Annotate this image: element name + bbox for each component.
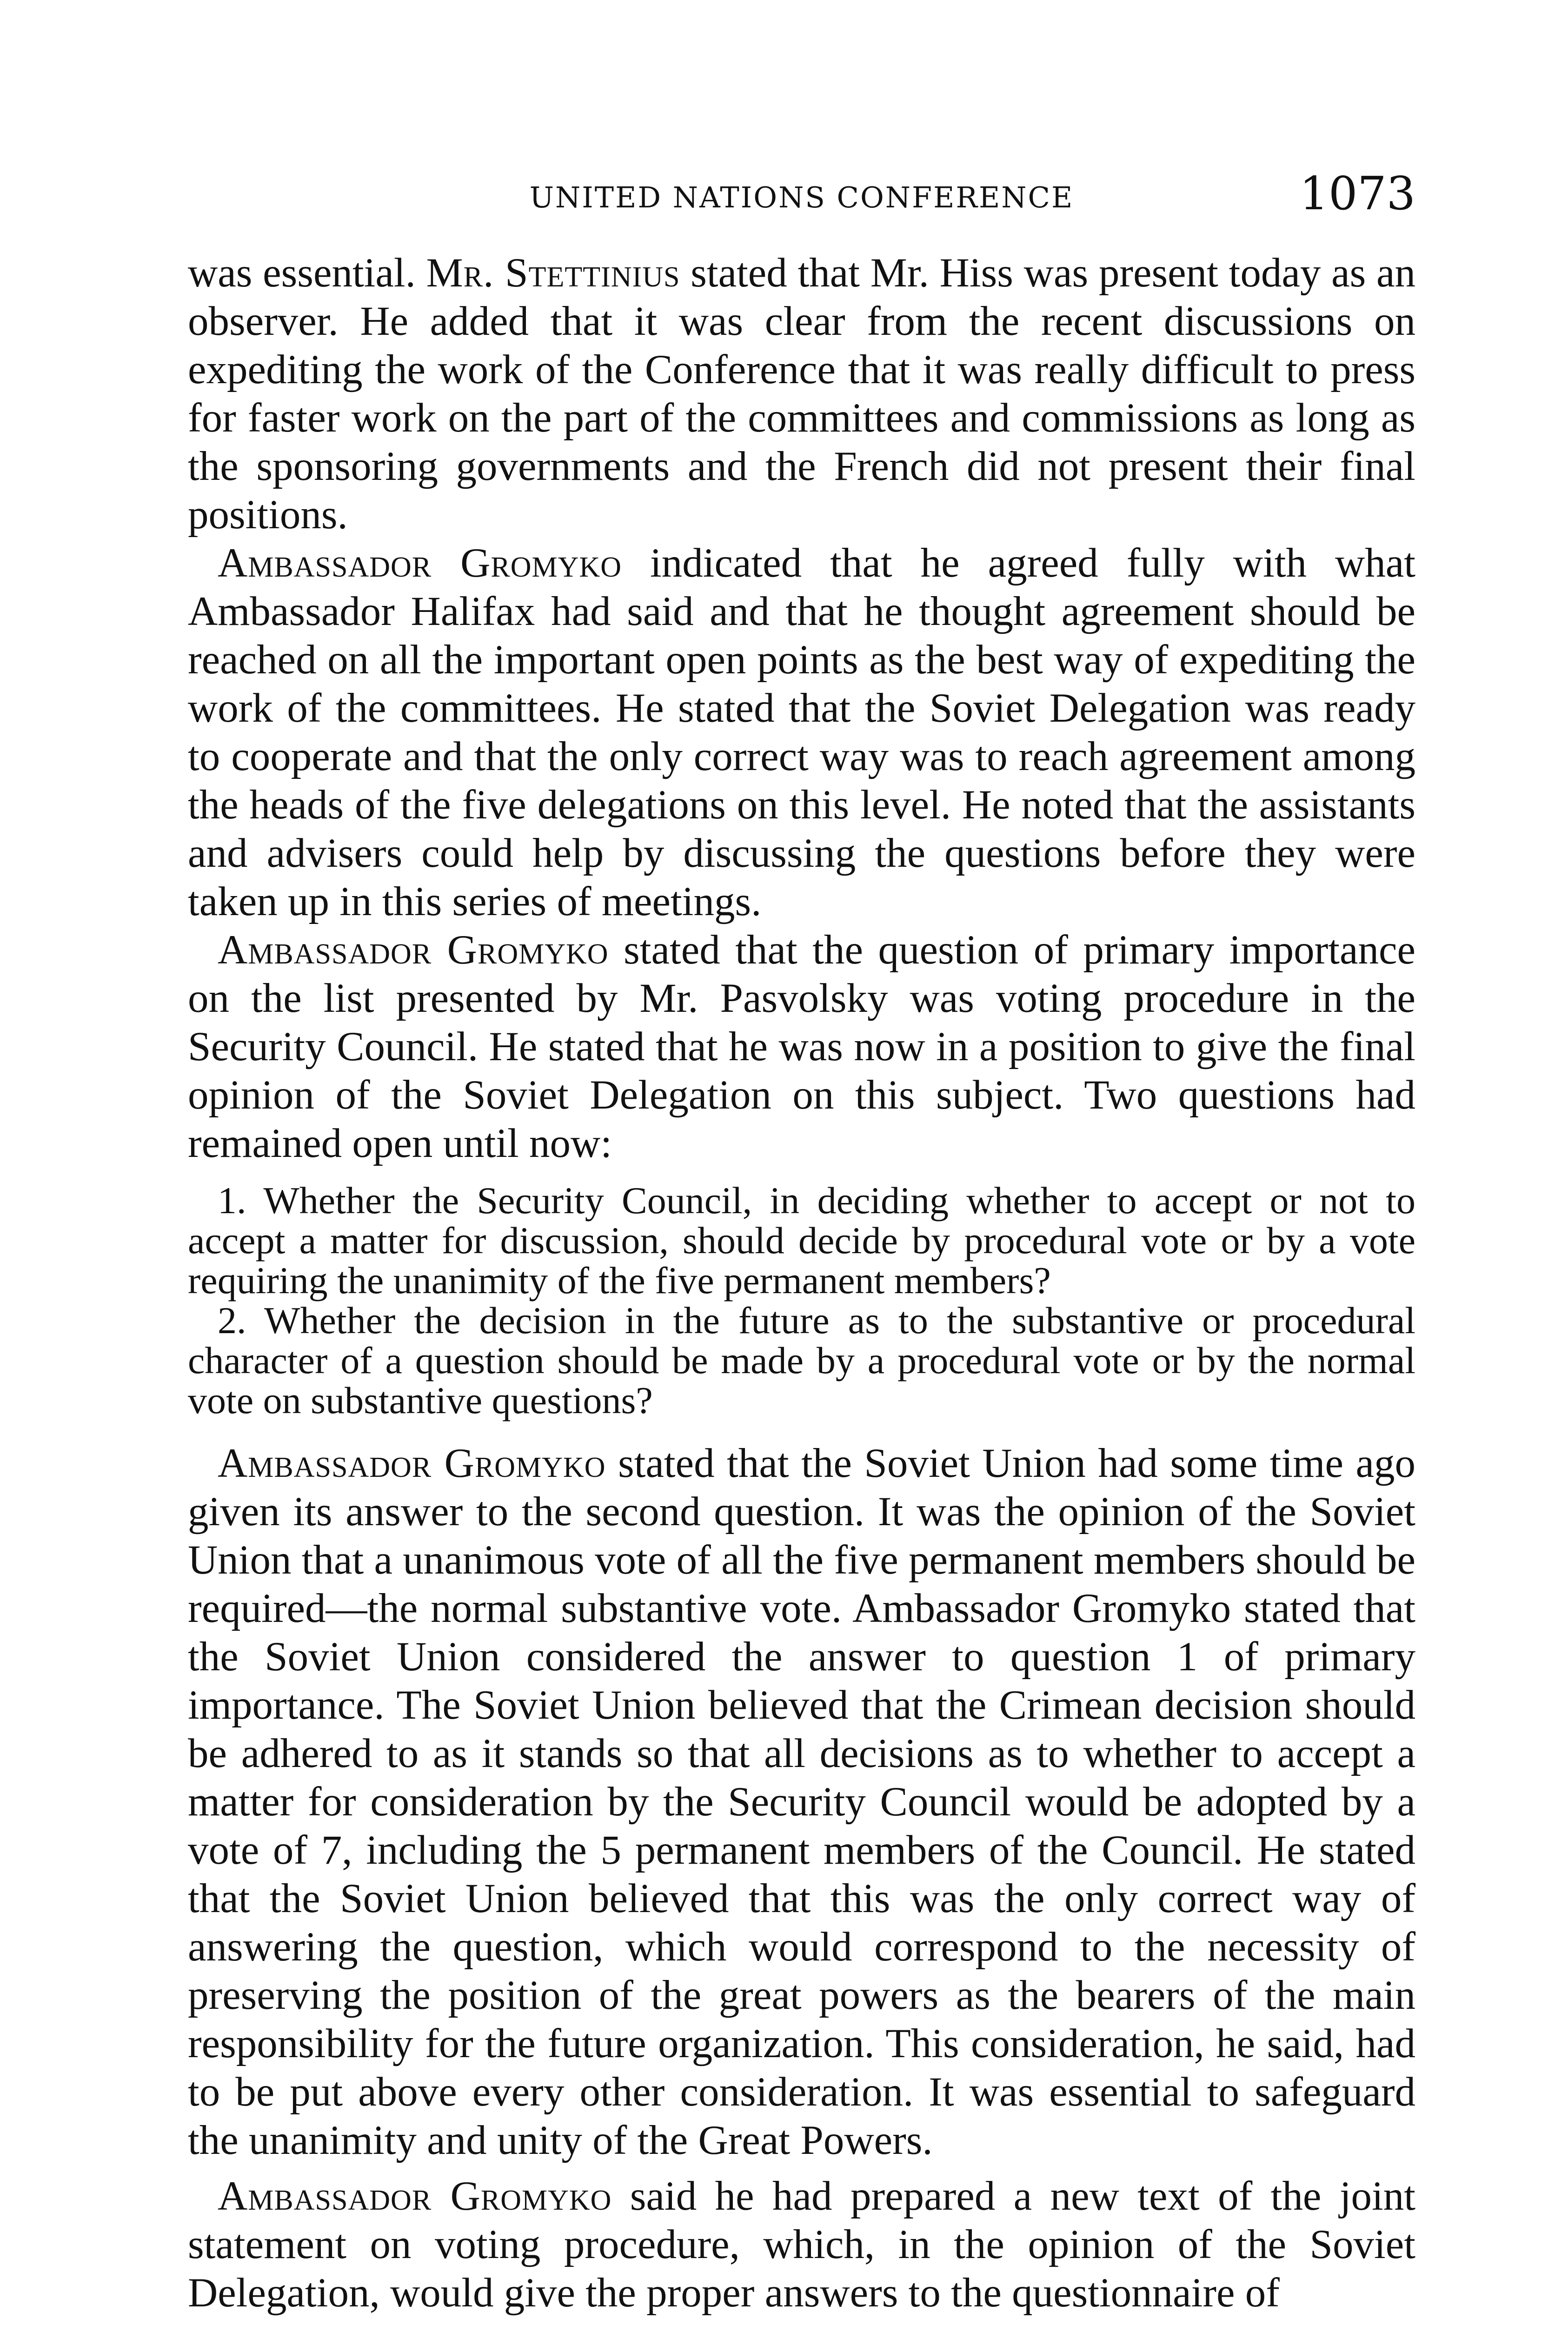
paragraph-1 <box>188 249 1415 539</box>
page-number: 1073 <box>1299 167 1415 220</box>
question-list <box>188 1181 1415 1421</box>
paragraph-1-text: stated that Mr. Hiss was present today as an observer. He added that it was clear from the recent discussions on expediting the work of the Conference that it was really difficult to press for faster work on the part of the committees and commissions as long as the sponsoring governments and the French did not present their final positions. <box>188 250 1415 538</box>
speaker-name: Ambassador Gromyko <box>218 2173 612 2219</box>
paragraph-2 <box>188 539 1415 926</box>
speaker-name: Mr. Stettinius <box>426 250 680 296</box>
paragraph-3-text: stated that the question of primary importance on the list presented by Mr. Pasvolsky was voting procedure in the Security Council. He stated that he was now in a position to give the final opinion of the Soviet Delegation on this subject. Two questions had remained open until now: <box>188 927 1415 1166</box>
speaker-name: Ambassador Gromyko <box>218 927 609 973</box>
question-2: 2. Whether the decision in the future as to the substantive or procedural character of a question should be made by a procedural vote or by the normal vote on substantive questions? <box>188 1299 1415 1422</box>
paragraph-4 <box>188 1439 1415 2165</box>
page-header <box>188 167 1415 219</box>
running-head: UNITED NATIONS CONFERENCE <box>529 180 1074 214</box>
paragraph-5 <box>188 2172 1415 2317</box>
paragraph-1-lead: was essential. <box>188 250 426 296</box>
paragraph-2-text: indicated that he agreed fully with what Ambassador Halifax had said and that he thought agreement should be reached on all the important open points as the best way of expediting the work of the committees. He stated that the Soviet Delegation was ready to cooperate and that the only correct way was to reach agreement among the heads of the five delegations on this level. He noted that the assistants and advisers could help by discussing the questions before they were taken up in this series of meetings. <box>188 540 1415 924</box>
paragraph-5-text: said he had prepared a new text of the joint statement on voting procedure, which, in the opinion of the Soviet Delegation, would give the proper answers to the questionnaire of <box>188 2173 1415 2316</box>
body-text <box>188 249 1415 2317</box>
question-1: 1. Whether the Security Council, in deciding whether to accept or not to accept a matter for discussion, should decide by procedural vote or by a vote requiring the unanimity of the five permanent members? <box>188 1179 1415 1302</box>
speaker-name: Ambassador Gromyko <box>218 1441 606 1486</box>
paragraph-4-text: stated that the Soviet Union had some time ago given its answer to the second question. It was the opinion of the Soviet Union that a unanimous vote of all the five permanent members should be required—the normal substantive vote. Ambassador Gromyko stated that the Soviet Union considered the answer to question 1 of primary importance. The Soviet Union believed that the Crimean decision should be adhered to as it stands so that all decisions as to whether to accept a matter for consideration by the Security Council would be adopted by a vote of 7, including the 5 permanent members of the Council. He stated that the Soviet Union believed that this was the only correct way of answering the question, which would correspond to the necessity of preserving the position of the great powers as the bearers of the main responsibility for the future organization. This consideration, he said, had to be put above every other consideration. It was essential to safeguard the unanimity and unity of the Great Powers. <box>188 1441 1415 2163</box>
speaker-name: Ambassador Gromyko <box>218 540 622 586</box>
paragraph-3 <box>188 926 1415 1168</box>
